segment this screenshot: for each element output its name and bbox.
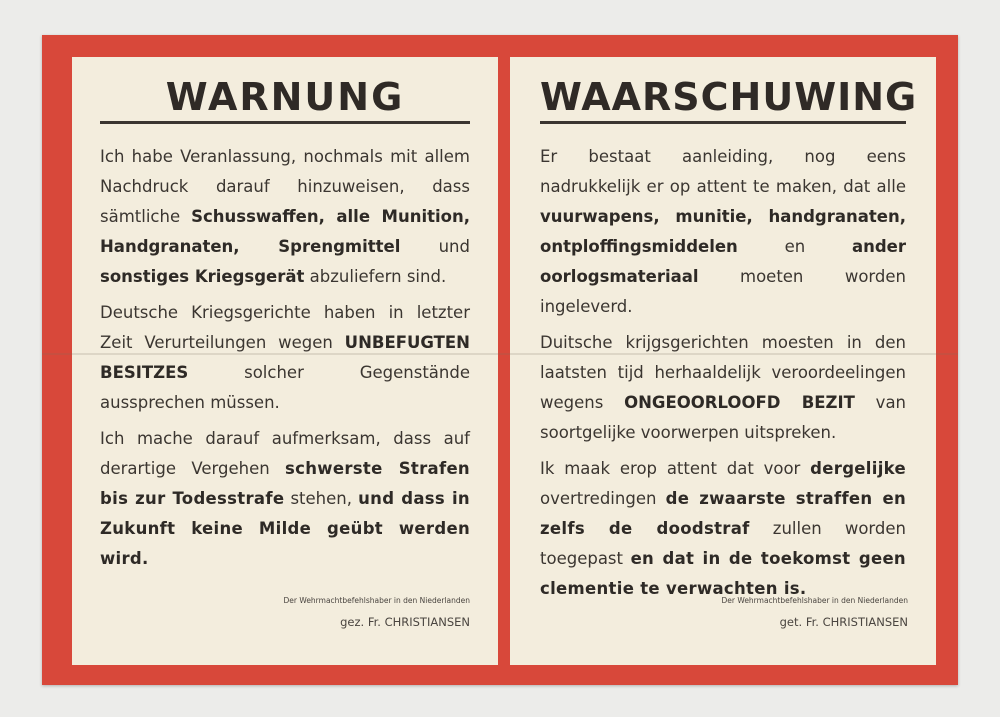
bold-run: en dat in de toekomst geen clementie te verwachten is.	[540, 549, 906, 598]
text-run: Ich mache darauf aufmerksam, dass auf derartige Vergehen	[100, 429, 470, 478]
bold-run: ander oorlogsmateriaal	[540, 237, 906, 286]
german-paragraph-1	[100, 142, 470, 292]
text-run: van soortgelijke voorwerpen uitspreken.	[540, 393, 907, 442]
bold-run: ONGEOORLOOFD BEZIT	[624, 393, 855, 412]
paper-fold-crease	[42, 353, 958, 355]
poster	[42, 35, 958, 685]
text-run: solcher Gegenstände aussprechen müssen.	[100, 363, 470, 412]
dutch-paragraph-1	[540, 142, 906, 322]
dutch-signature-rank: Der Wehrmachtbefehlshaber in den Niederlanden	[721, 596, 908, 605]
text-run: stehen,	[284, 489, 359, 508]
text-run: moeten worden ingeleverd.	[540, 267, 906, 316]
bold-run: und dass in Zukunft keine Milde geübt werden wird.	[100, 489, 470, 568]
text-run: Ich habe Veranlassung, nochmals mit allem Nachdruck darauf hinzuweisen, dass sämtliche	[100, 147, 470, 226]
dutch-text	[540, 142, 906, 604]
dutch-paragraph-3	[540, 454, 906, 604]
german-text	[100, 142, 470, 574]
text-run: Ik maak erop attent dat voor	[540, 459, 811, 478]
bold-run: schwerste Strafen bis zur Todesstrafe	[100, 459, 470, 508]
dutch-signature-name: get. Fr. CHRISTIANSEN	[779, 615, 908, 629]
german-paragraph-2	[100, 298, 470, 418]
bold-run: de zwaarste straffen en zelfs de doodstraf	[540, 489, 906, 538]
bold-run: Schusswaffen, alle Munition, Handgranaten, Sprengmittel	[100, 207, 470, 256]
text-run: Deutsche Kriegsgerichte haben in letzter Zeit Verurteilungen wegen	[100, 303, 470, 352]
text-run: Duitsche krijgsgerichten moesten in den laatsten tijd herhaaldelijk veroordeelingen wegens	[540, 333, 906, 412]
bold-run: dergelijke	[810, 459, 906, 478]
german-signature-rank: Der Wehrmachtbefehlshaber in den Niederlanden	[283, 596, 470, 605]
text-run: Er bestaat aanleiding, nog eens nadrukkelijk er op attent te maken, dat alle	[540, 147, 906, 196]
bold-run: sonstiges Kriegsgerät	[100, 267, 305, 286]
title-underline	[100, 121, 470, 124]
text-run: overtredingen	[540, 489, 666, 508]
german-title: WARNUNG	[165, 75, 405, 119]
bold-run: vuurwapens, munitie, handgranaten, ontploffingsmiddelen	[540, 207, 906, 256]
german-panel	[72, 57, 498, 665]
text-run: abzuliefern sind.	[304, 267, 447, 286]
dutch-title: WAARSCHUWING	[540, 75, 918, 119]
title-underline	[540, 121, 906, 124]
text-run: und	[400, 237, 470, 256]
bold-run: UNBEFUGTEN BESITZES	[100, 333, 470, 382]
dutch-panel	[510, 57, 936, 665]
text-run: en	[737, 237, 852, 256]
text-run: zullen worden toegepast	[540, 519, 906, 568]
dutch-paragraph-2	[540, 328, 906, 448]
german-signature-name: gez. Fr. CHRISTIANSEN	[340, 615, 470, 629]
german-paragraph-3	[100, 424, 470, 574]
